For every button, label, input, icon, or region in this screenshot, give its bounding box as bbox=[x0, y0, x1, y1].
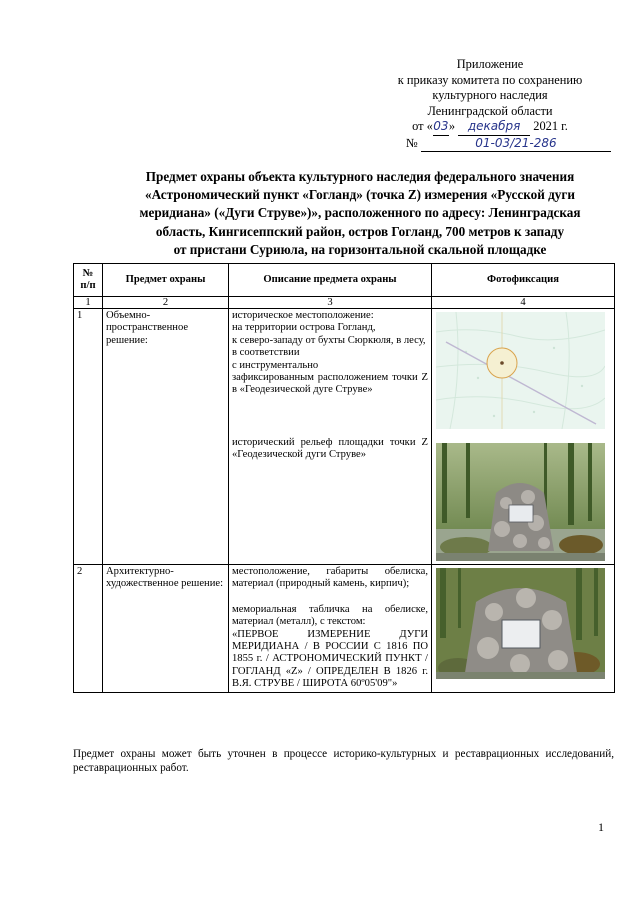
column-number-row: 1 2 3 4 bbox=[74, 297, 615, 309]
appendix-line: Ленинградской области bbox=[427, 103, 553, 118]
table-row bbox=[74, 565, 615, 693]
row-subject: Объемно-пространственное решение: bbox=[103, 309, 229, 565]
table-row bbox=[74, 309, 615, 565]
header-num: № п/п bbox=[74, 264, 103, 297]
appendix-line: к приказу комитета по сохранению bbox=[397, 72, 583, 87]
appendix-block bbox=[380, 57, 600, 152]
header-description: Описание предмета охраны bbox=[229, 264, 432, 297]
header-photo: Фотофиксация bbox=[432, 264, 615, 297]
table-header-row bbox=[74, 264, 615, 297]
location-map-image bbox=[436, 312, 605, 429]
row-num: 1 bbox=[74, 309, 103, 565]
row-subject: Архитектурно-художественное решение: bbox=[103, 565, 229, 693]
footnote: Предмет охраны может быть уточнен в процессе историко-культурных и реставрационных исследований, реставрационных работ. bbox=[73, 748, 614, 775]
row-photos bbox=[432, 309, 615, 565]
header-subject: Предмет охраны bbox=[103, 264, 229, 297]
row-description: местоположение, габариты обелиска, материал (природный камень, кирпич); мемориальная табличка на обелиске, материал (металл), с текстом: «ПЕРВОЕ ИЗМЕРЕНИЕ ДУГИ МЕРИДИАНА / В РОССИИ С 1816 ПО 1855 г. / АСТРОНОМИЧЕСКИЙ ПУНКТ / ГОГЛАНД «Z» / ОПРЕДЕЛЕН В 1826 г. В.Я. СТРУВЕ / ШИРОТА 60º05'09"» bbox=[229, 565, 432, 693]
protection-table bbox=[73, 263, 615, 693]
row-photos bbox=[432, 565, 615, 693]
order-number: № 01-03/21-286 bbox=[380, 136, 600, 153]
appendix-line: культурного наследия bbox=[432, 88, 548, 102]
page-number: 1 bbox=[598, 820, 604, 834]
handwritten-number: 01-03/21-286 bbox=[421, 136, 611, 153]
handwritten-day: 03 bbox=[433, 119, 449, 136]
obelisk-photo-1 bbox=[436, 443, 605, 561]
appendix-title: Приложение bbox=[456, 57, 524, 71]
row-description: историческое местоположение: на территории острова Гогланд, к северо-западу от бухты Сюркюля, в лесу, в соответствии с инструментально зафиксированным расположением точки Z в «Геодезической дуге Струве» исторический рельеф площадки точки Z «Геодезической дуги Струве» bbox=[229, 309, 432, 565]
handwritten-month: декабря bbox=[458, 119, 530, 136]
obelisk-photo-2 bbox=[436, 568, 605, 679]
row-num: 2 bbox=[74, 565, 103, 693]
order-date: от «03» декабря 2021 г. bbox=[380, 119, 600, 136]
document-title: Предмет охраны объекта культурного наследия федерального значения «Астрономический пункт «Гогланд» (точка Z) измерения «Русской дуги меридиана» («Дуги Струве»)», расположенного по адресу: Ленинградская область, Кингисеппский район, остров Гогланд, 700 метров к западу от пристани Суриюла, на горизонтальной скальной площадке bbox=[139, 169, 581, 257]
